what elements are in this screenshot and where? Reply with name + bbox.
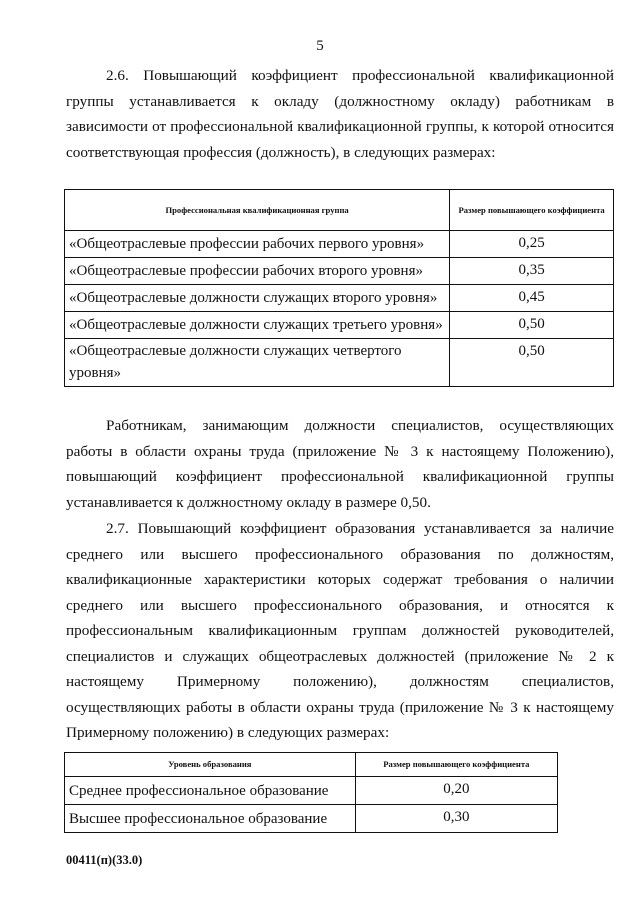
paragraph-2-6: 2.6. Повышающий коэффициент профессиональной квалификационной группы устанавливается к окладу (должностному окладу) работникам в зависимости от профессиональной квалификационной группы, к которой относится соответствующая профессия (должность), в следующих размерах: [66, 67, 614, 161]
value-cell: 0,20 [355, 777, 557, 805]
table-header-row [65, 753, 558, 777]
group-cell: «Общеотраслевые должности служащих второго уровня» [65, 285, 450, 312]
value-cell: 0,30 [355, 805, 557, 833]
table-header-row [65, 190, 614, 231]
header-coefficient-size: Размер повышающего коэффициента [355, 753, 557, 777]
paragraph-labor-protection: Работникам, занимающим должности специалистов, осуществляющих работы в области охраны труда (приложение № 3 к настоящему Положению), повышающий коэффициент профессиональной квалификационной группы устанавливается к должностному окладу в размере 0,50. [66, 417, 614, 511]
group-cell: «Общеотраслевые профессии рабочих второго уровня» [65, 258, 450, 285]
table-row [65, 285, 614, 312]
header-education-level: Уровень образования [65, 753, 356, 777]
table-row [65, 805, 558, 833]
table-row [65, 312, 614, 339]
value-cell: 0,50 [450, 312, 614, 339]
level-cell: Среднее профессиональное образование [65, 777, 356, 805]
group-cell: «Общеотраслевые должности служащих четвертого уровня» [65, 339, 450, 387]
group-cell: «Общеотраслевые профессии рабочих первого уровня» [65, 231, 450, 258]
value-cell: 0,35 [450, 258, 614, 285]
table-row [65, 258, 614, 285]
table-row [65, 777, 558, 805]
page-number: 5 [316, 38, 324, 54]
paragraph-2-7: 2.7. Повышающий коэффициент образования устанавливается за наличие среднего или высшего профессионального образования по должностям, квалификационные характеристики которых содержат требования о наличии среднего или высшего профессионального образования, и относятся к профессиональным квалификационным группам должностей руководителей, специалистов и служащих общеотраслевых должностей (приложение № 2 к настоящему Примерному положению), должностям специалистов, осуществляющих работы в области охраны труда (приложение № 3 к настоящему Примерному положению) в следующих размерах: [66, 520, 614, 741]
table-row [65, 231, 614, 258]
table-row [65, 339, 614, 387]
header-qualification-group: Профессиональная квалификационная группа [65, 190, 450, 231]
value-cell: 0,50 [450, 339, 614, 387]
value-cell: 0,25 [450, 231, 614, 258]
value-cell: 0,45 [450, 285, 614, 312]
education-level-table [64, 752, 558, 833]
group-cell: «Общеотраслевые должности служащих третьего уровня» [65, 312, 450, 339]
qualification-group-table [64, 189, 614, 387]
header-coefficient-size: Размер повышающего коэффициента [450, 190, 614, 231]
document-code: 00411(п)(33.0) [66, 853, 143, 867]
level-cell: Высшее профессиональное образование [65, 805, 356, 833]
